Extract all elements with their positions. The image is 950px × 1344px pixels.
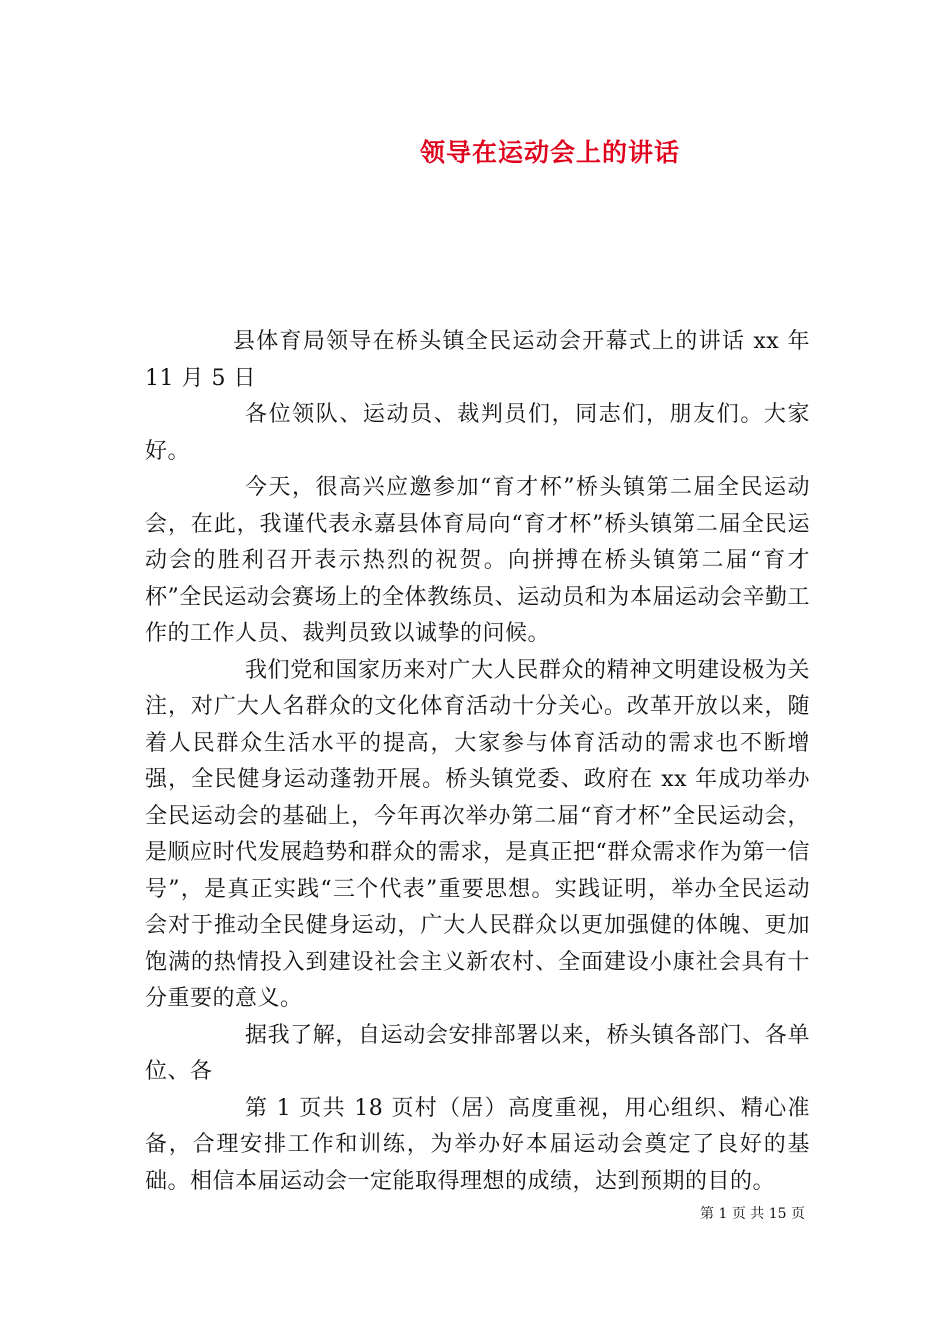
document-body bbox=[145, 324, 810, 1200]
paragraph-expectation: 第 1 页共 18 页村（居）高度重视，用心组织、精心准备，合理安排工作和训练，为举办好本届运动会奠定了良好的基础。相信本届运动会一定能取得理想的成绩，达到预期的目的。 bbox=[145, 1095, 810, 1194]
paragraph-greeting: 各位领队、运动员、裁判员们，同志们，朋友们。大家好。 bbox=[145, 402, 810, 464]
paragraph-preparation: 据我了解，自运动会安排部署以来，桥头镇各部门、各单位、各 bbox=[145, 1022, 810, 1084]
document-title: 领导在运动会上的讲话 bbox=[419, 138, 680, 167]
paragraph-heading-line: 县体育局领导在桥头镇全民运动会开幕式上的讲话 xx 年 11 月 5 日 bbox=[145, 329, 810, 391]
paragraph-congratulations: 今天，很高兴应邀参加“育才杯”桥头镇第二届全民运动会，在此，我谨代表永嘉县体育局向“育才杯”桥头镇第二届全民运动会的胜利召开表示热烈的祝贺。向拼搏在桥头镇第二届“育才杯”全民运动会赛场上的全体教练员、运动员和为本届运动会辛勤工作的工作人员、裁判员致以诚挚的问候。 bbox=[145, 475, 810, 646]
paragraph-significance: 我们党和国家历来对广大人民群众的精神文明建设极为关注，对广大人名群众的文化体育活动十分关心。改革开放以来，随着人民群众生活水平的提高，大家参与体育活动的需求也不断增强，全民健身运动蓬勃开展。桥头镇党委、政府在 xx 年成功举办全民运动会的基础上，今年再次举办第二届“育才杯”全民运动会，是顺应时代发展趋势和群众的需求，是真正把“群众需求作为第一信号”，是真正实践“三个代表”重要思想。实践证明，举办全民运动会对于推动全民健身运动，广大人民群众以更加强健的体魄、更加饱满的热情投入到建设社会主义新农村、全面建设小康社会具有十分重要的意义。 bbox=[145, 657, 810, 1011]
page-number-footer: 第 1 页 共 15 页 bbox=[700, 1206, 805, 1222]
